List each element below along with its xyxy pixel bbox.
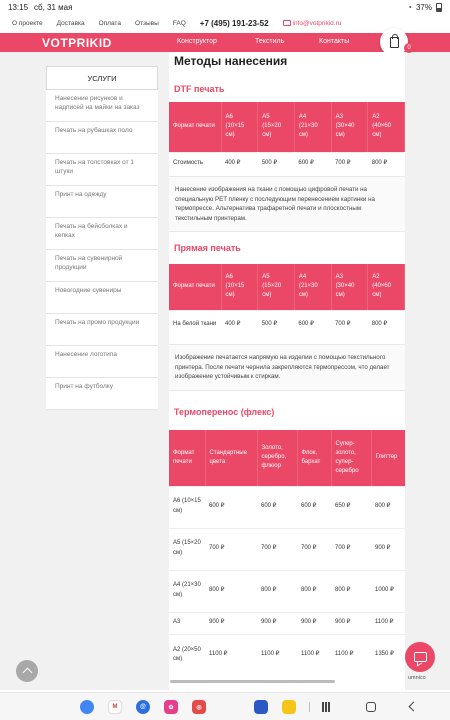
recents-icon[interactable]: [322, 702, 332, 712]
email-icon[interactable]: @: [136, 700, 150, 714]
table-cell: 1100 ₽: [257, 634, 297, 676]
horizontal-scrollbar[interactable]: [170, 680, 335, 683]
table-header: Флок, бархат: [297, 430, 331, 486]
table-cell: 600 ₽: [294, 310, 331, 340]
table-cell: А2 (20×50 см): [169, 634, 205, 676]
status-right: [407, 3, 442, 12]
table-cell: 700 ₽: [331, 528, 371, 570]
table-cell: А3: [169, 612, 205, 634]
table-cell: 1100 ₽: [371, 612, 405, 634]
table-header: А3 (30×40 см): [331, 264, 368, 310]
table-header: Супер-золото, супер-серебро: [331, 430, 371, 486]
table-header: А5 (15×20 см): [258, 102, 295, 152]
sidebar-item-hoodies[interactable]: Печать на толстовках от 1 штуки: [46, 154, 158, 186]
table-row: [169, 310, 405, 340]
section-title-dtf: DTF печать: [174, 84, 225, 94]
table-cell: 400 ₽: [221, 152, 258, 176]
email-text: info@votprikid.ru: [292, 19, 342, 27]
sidebar-item-tshirt-print[interactable]: Принт на футболку: [46, 378, 158, 410]
table-row: [169, 152, 405, 176]
table-cell: На белой ткани: [169, 310, 221, 340]
table-header-row: [169, 102, 405, 152]
table-cell: 500 ₽: [258, 310, 295, 340]
shopping-bag-icon: [390, 37, 399, 48]
table-cell: 1100 ₽: [297, 634, 331, 676]
table-cell: 800 ₽: [368, 310, 405, 340]
table-header: Формат печати: [169, 264, 221, 310]
dtf-price-table: [169, 102, 405, 176]
back-icon[interactable]: [409, 702, 419, 712]
dock-separator: [309, 702, 310, 712]
nav-link-delivery[interactable]: Доставка: [56, 19, 85, 27]
nav-link-about[interactable]: О проекте: [12, 19, 43, 27]
chat-bubble-icon: [414, 652, 427, 662]
table-header: А2 (40×60 см): [368, 102, 405, 152]
flower-icon[interactable]: ✿: [164, 700, 178, 714]
chrome-icon[interactable]: [80, 700, 94, 714]
table-header: А6 (10×15 см): [221, 264, 258, 310]
status-time: 13:15: [8, 2, 29, 12]
status-bar: [0, 0, 450, 14]
table-header: А5 (15×20 см): [258, 264, 295, 310]
nav-link-reviews[interactable]: Отзывы: [134, 19, 159, 27]
gmail-icon[interactable]: M: [108, 700, 122, 714]
battery-text: 37%: [415, 2, 432, 12]
table-cell: 700 ₽: [297, 528, 331, 570]
table-cell: 800 ₽: [205, 570, 257, 612]
sidebar-item-logo[interactable]: Нанесение логотипа: [46, 346, 158, 378]
table-cell: 700 ₽: [257, 528, 297, 570]
header-nav-contacts[interactable]: Контакты: [319, 38, 350, 45]
wifi-icon: ◔: [407, 2, 412, 12]
table-cell: А5 (15×20 см): [169, 528, 205, 570]
table-cell: 1000 ₽: [371, 570, 405, 612]
table-header: Формат печати: [169, 430, 205, 486]
table-cell: Стоимость: [169, 152, 221, 176]
home-icon[interactable]: [366, 702, 376, 712]
table-cell: А4 (21×30 см): [169, 570, 205, 612]
sidebar-item-caps[interactable]: Печать на бейсболках и кепках: [46, 218, 158, 250]
table-cell: 600 ₽: [205, 486, 257, 528]
table-row: [169, 486, 405, 528]
table-cell: 800 ₽: [331, 570, 371, 612]
phone-link[interactable]: +7 (495) 191-23-52: [199, 18, 269, 28]
chat-widget-button[interactable]: [405, 642, 435, 672]
table-cell: 1100 ₽: [205, 634, 257, 676]
services-sidebar: [46, 66, 158, 410]
page-title: Методы нанесения: [174, 54, 288, 68]
table-cell: 900 ₽: [297, 612, 331, 634]
table-row: [169, 570, 405, 612]
table-header: А3 (30×40 см): [331, 102, 368, 152]
header-nav-constructor[interactable]: Конструктор: [177, 38, 217, 45]
sidebar-item-new-year[interactable]: Новогодние сувениры: [46, 282, 158, 314]
table-cell: 600 ₽: [297, 486, 331, 528]
flex-price-table: [169, 430, 405, 676]
table-cell: 650 ₽: [331, 486, 371, 528]
table-header: Стандартные цвета: [205, 430, 257, 486]
table-cell: 500 ₽: [258, 152, 295, 176]
table-cell: 600 ₽: [294, 152, 331, 176]
chat-widget-label: umnico: [408, 675, 426, 681]
table-cell: 700 ₽: [205, 528, 257, 570]
table-cell: 700 ₽: [331, 310, 368, 340]
android-nav-bar: [0, 692, 450, 720]
battery-icon: [436, 3, 442, 12]
main-content: [169, 52, 405, 692]
table-header: Формат печати: [169, 102, 221, 152]
header-nav-textile[interactable]: Текстиль: [255, 38, 285, 45]
table-cell: 900 ₽: [205, 612, 257, 634]
table-cell: 800 ₽: [297, 570, 331, 612]
sidebar-item-tshirt-custom[interactable]: Нанесение рисунков и надписей на майки на заказ: [46, 90, 158, 122]
table-row: [169, 528, 405, 570]
dtf-description: Нанесение изображения на ткани с помощью цифровой печати на специальную PET пленку с последующим перенесением картинки на термопрессе. Альтернатива трафаретной печати и плоскостным текстильным принтерам.: [169, 176, 405, 232]
table-cell: 800 ₽: [371, 486, 405, 528]
section-title-flex: Термоперенос (флекс): [174, 407, 275, 417]
table-row: [169, 634, 405, 676]
table-cell: 1100 ₽: [331, 634, 371, 676]
table-header-row: [169, 430, 405, 486]
table-cell: 900 ₽: [371, 528, 405, 570]
sidebar-title: УСЛУГИ: [46, 66, 158, 90]
scroll-to-top-button[interactable]: [16, 660, 38, 682]
table-header: А4 (21×30 см): [294, 102, 331, 152]
table-header: А4 (21×30 см): [294, 264, 331, 310]
tv-icon[interactable]: [254, 700, 268, 714]
table-header: Глиттер: [371, 430, 405, 486]
camera-icon[interactable]: ◎: [192, 700, 206, 714]
table-cell: А6 (10×15 см): [169, 486, 205, 528]
nav-link-faq[interactable]: FAQ: [172, 19, 186, 27]
direct-description: Изображение печатается напрямую на изделии с помощью текстильного принтера. После печати чернила закрепляются термопрессом, что делает изображение устойчивым к стиркам.: [169, 344, 405, 391]
table-row: [169, 612, 405, 634]
status-date: сб, 31 мая: [34, 2, 73, 12]
sidebar-item-clothing-print[interactable]: Принт на одежду: [46, 186, 158, 218]
sidebar-item-polo[interactable]: Печать на рубашках поло: [46, 122, 158, 154]
table-cell: 1350 ₽: [371, 634, 405, 676]
table-cell: 700 ₽: [331, 152, 368, 176]
table-cell: 600 ₽: [257, 486, 297, 528]
top-nav: [0, 14, 450, 32]
chevron-up-icon: [22, 668, 32, 678]
table-header: Золото, серебро, флюор: [257, 430, 297, 486]
sidebar-item-promo[interactable]: Печать на промо продукции: [46, 314, 158, 346]
mail-icon: [283, 20, 291, 26]
notes-icon[interactable]: [282, 700, 296, 714]
site-logo[interactable]: VOTPRIKID: [42, 36, 112, 50]
section-title-direct: Прямая печать: [174, 243, 241, 253]
table-header-row: [169, 264, 405, 310]
cart-count-badge: 0: [404, 43, 414, 53]
direct-price-table: [169, 264, 405, 340]
table-header: А2 (40×60 см): [368, 264, 405, 310]
sidebar-item-souvenirs[interactable]: Печать на сувенирной продукции: [46, 250, 158, 282]
table-header: А6 (10×15 см): [221, 102, 258, 152]
table-cell: 800 ₽: [368, 152, 405, 176]
table-cell: 900 ₽: [257, 612, 297, 634]
nav-link-payment[interactable]: Оплата: [98, 19, 121, 27]
table-cell: 400 ₽: [221, 310, 258, 340]
table-cell: 900 ₽: [331, 612, 371, 634]
table-cell: 800 ₽: [257, 570, 297, 612]
email-link[interactable]: [283, 20, 342, 27]
